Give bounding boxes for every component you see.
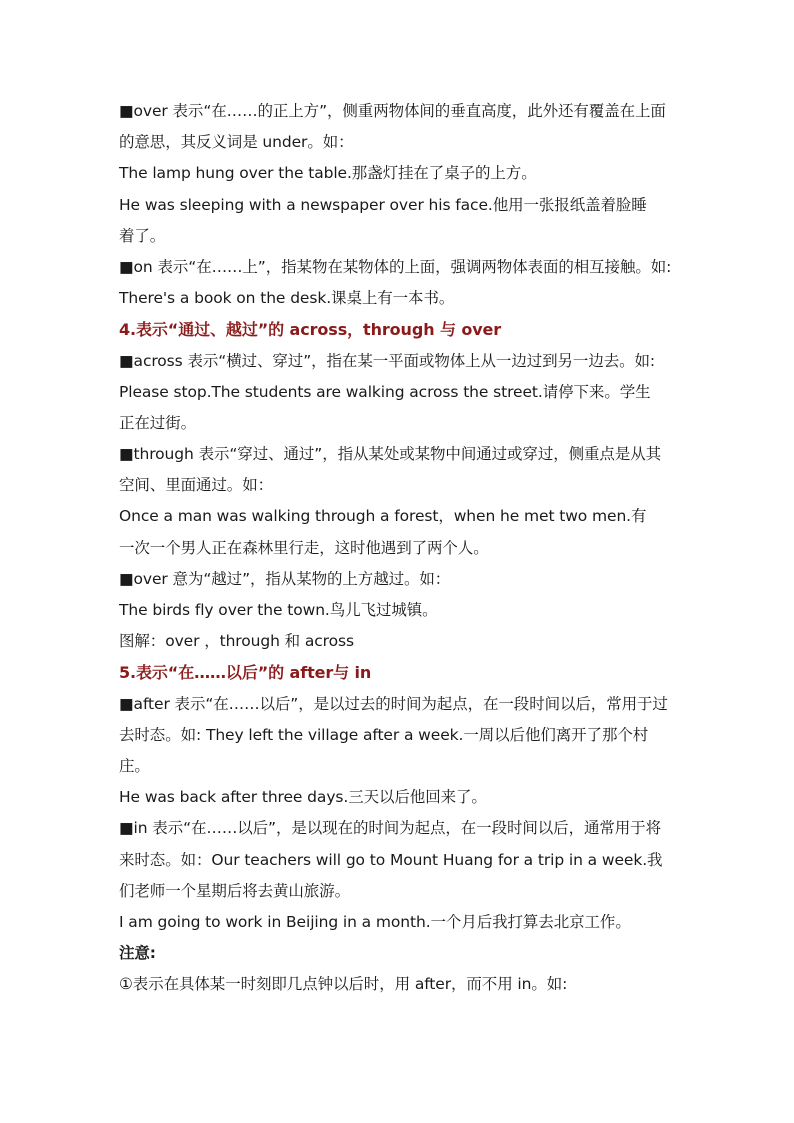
note-label: 注意: xyxy=(119,944,156,963)
text-line-13: 空间、里面通过。如： xyxy=(119,476,274,495)
text-line-18: 图解：over ，through 和 across xyxy=(119,632,354,651)
text-line-2: 的意思，其反义词是 under。如： xyxy=(119,133,354,152)
text-line-17: The birds fly over the town.鸟儿飞过城镇。 xyxy=(119,601,438,619)
text-line-21: 去时态。如: They left the village after a week.一周以后他们离开了那个村 xyxy=(119,725,649,744)
section-heading-4: 4.表示“通过、越过”的 across，through 与 over xyxy=(119,320,502,340)
text-line-10: Please stop.The students are walking across the street.请停下来。学生 xyxy=(119,382,651,401)
text-line-9: ■across 表示“横过、穿过”，指在某一平面或物体上从一边过到另一边去。如: xyxy=(119,351,656,370)
text-line-11: 正在过街。 xyxy=(119,413,197,432)
text-line-20: ■after 表示“在……以后”，是以过去的时间为起点，在一段时间以后，常用于过 xyxy=(119,694,668,713)
text-line-29: ①表示在具体某一时刻即几点钟以后时，用 after，而不用 in。如: xyxy=(119,975,568,994)
text-line-26: 们老师一个星期后将去黄山旅游。 xyxy=(119,881,351,900)
section-heading-5: 5.表示“在……以后”的 after与 in xyxy=(119,663,372,683)
text-line-24: ■in 表示“在……以后”，是以现在的时间为起点，在一段时间以后，通常用于将 xyxy=(119,819,661,838)
text-line-3: The lamp hung over the table.那盏灯挂在了桌子的上方。 xyxy=(119,164,537,183)
text-line-1: ■over 表示“在……的正上方”，侧重两物体间的垂直高度，此外还有覆盖在上面 xyxy=(119,102,666,120)
text-line-7: There's a book on the desk.课桌上有一本书。 xyxy=(119,289,455,308)
text-line-25: 来时态。如：Our teachers will go to Mount Huang for a trip in a week.我 xyxy=(119,850,663,869)
text-line-6: ■on 表示“在……上”，指某物在某物体的上面，强调两物体表面的相互接触。如: xyxy=(119,257,672,276)
text-line-14: Once a man was walking through a forest，when he met two men.有 xyxy=(119,507,647,526)
text-line-23: He was back after three days.三天以后他回来了。 xyxy=(119,788,487,807)
text-line-12: ■through 表示“穿过、通过”，指从某处或某物中间通过或穿过，侧重点是从其 xyxy=(119,445,662,464)
text-line-16: ■over 意为“越过”，指从某物的上方越过。如： xyxy=(119,569,451,588)
text-line-15: 一次一个男人正在森林里行走，这时他遇到了两个人。 xyxy=(119,538,489,557)
text-line-27: I am going to work in Beijing in a month.一个月后我打算去北京工作。 xyxy=(119,912,631,931)
text-line-4: He was sleeping with a newspaper over his face.他用一张报纸盖着脸睡 xyxy=(119,195,647,214)
text-line-22: 庄。 xyxy=(119,756,150,775)
text-line-5: 着了。 xyxy=(119,226,166,245)
document-page xyxy=(119,96,699,1000)
